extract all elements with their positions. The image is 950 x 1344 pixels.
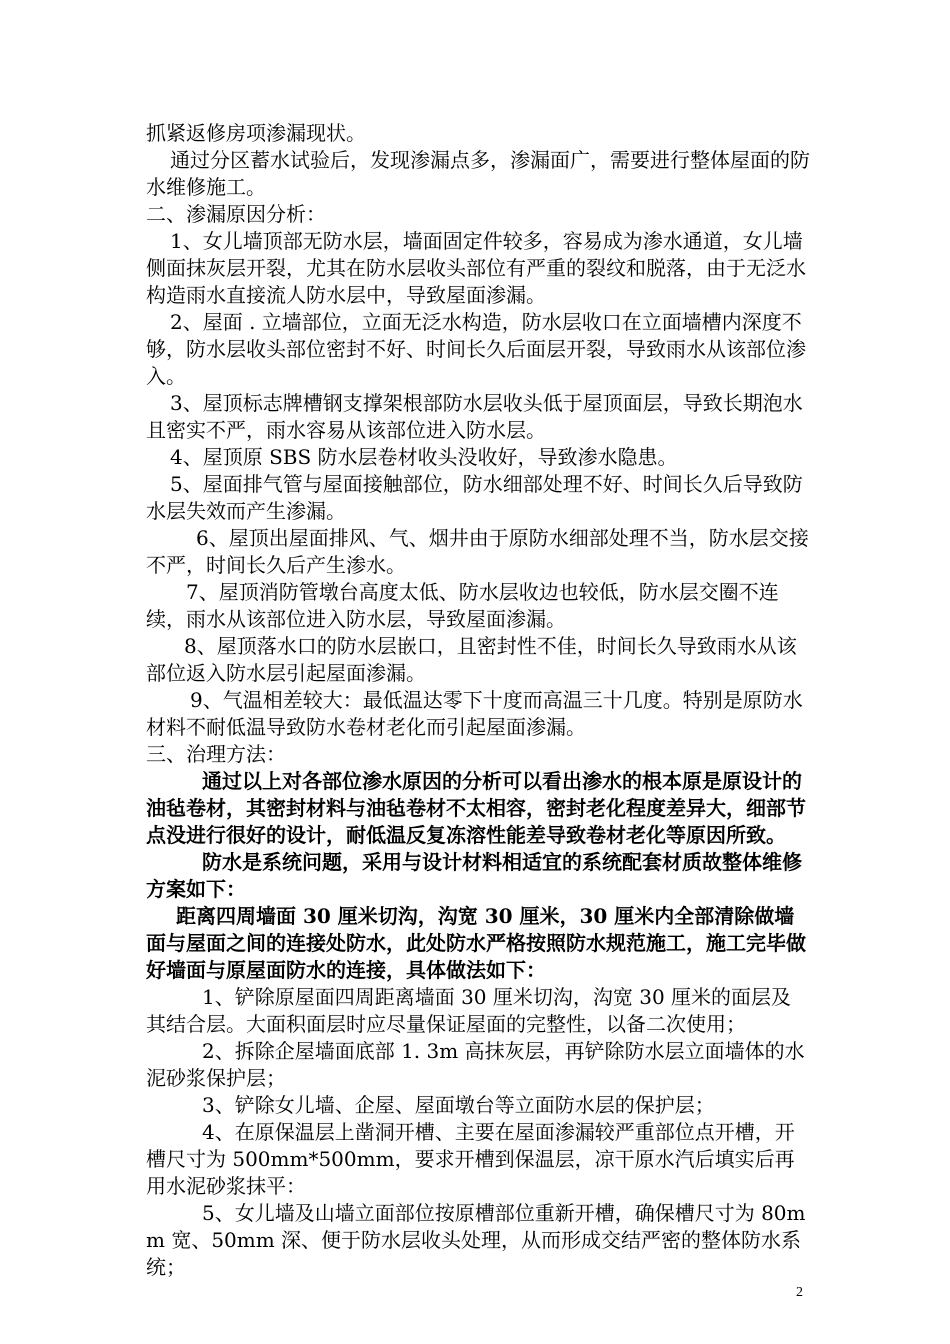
step-item-2: 2、拆除企屋墙面底部 1. 3m 高抹灰层，再铲除防水层立面墙体的水泥砂浆保护层； (146, 1039, 805, 1090)
cause-item-8: 8、屋顶落水口的防水层嵌口，且密封性不佳，时间长久导致雨水从该部位返入防水层引起屋面渗漏。 (146, 634, 797, 685)
cause-item-5: 5、屋面排气管与屋面接触部位，防水细部处理不好、时间长久后导致防水层失效而产生渗漏。 (146, 472, 803, 523)
paragraph-1: 抓紧返修房项渗漏现状。 (146, 121, 366, 145)
cause-item-9: 9、气温相差较大：最低温达零下十度而高温三十几度。特别是原防水材料不耐低温导致防水卷材老化而引起屋面渗漏。 (146, 688, 803, 739)
cause-item-2: 2、屋面 . 立墙部位，立面无泛水构造，防水层收口在立面墙槽内深度不够，防水层收头部位密封不好、时间长久后面层开裂，导致雨水从该部位渗入。 (146, 310, 806, 388)
step-item-4: 4、在原保温层上凿洞开槽、主要在屋面渗漏较严重部位点开槽，开槽尺寸为 500mm*500mm，要求开槽到保温层，凉干原水汽后填实后再用水泥砂浆抹平： (146, 1120, 795, 1198)
cause-item-1: 1、女儿墙顶部无防水层，墙面固定件较多，容易成为渗水通道，女儿墙侧面抹灰层开裂，尤其在防水层收头部位有严重的裂纹和脱落，由于无泛水构造雨水直接流人防水层中，导致屋面渗漏。 (146, 229, 806, 307)
cause-item-4: 4、屋顶原 SBS 防水层卷材收头没收好，导致渗水隐患。 (170, 445, 678, 469)
document-body (146, 120, 810, 1281)
section-heading-3: 三、治理方法： (146, 742, 286, 766)
step-item-1: 1、铲除原屋面四周距离墙面 30 厘米切沟，沟宽 30 厘米的面层及其结合层。大面积面层时应尽量保证屋面的完整性，以备二次使用； (146, 985, 792, 1036)
step-item-3: 3、铲除女儿墙、企屋、屋面墩台等立面防水层的保护层； (202, 1093, 715, 1117)
cause-item-6: 6、屋顶出屋面排风、气、烟井由于原防水细部处理不当，防水层交接不严，时间长久后产生渗水。 (146, 526, 809, 577)
method-intro: 防水是系统问题，采用与设计材料相适宜的系统配套材质故整体维修方案如下： (146, 850, 802, 901)
section-heading-2: 二、渗漏原因分析： (146, 202, 326, 226)
method-summary: 通过以上对各部位渗水原因的分析可以看出渗水的根本原是原设计的油毡卷材，其密封材料与油毡卷材不太相容，密封老化程度差异大，细部节点没进行很好的设计，耐低温反复冻溶性能差导致卷材老化等原因所致。 (146, 769, 806, 847)
cause-item-3: 3、屋顶标志牌槽钢支撑架根部防水层收头低于屋顶面层，导致长期泡水且密实不严，雨水容易从该部位进入防水层。 (146, 391, 803, 442)
paragraph-2: 通过分区蓄水试验后，发现渗漏点多，渗漏面广，需要进行整体屋面的防水维修施工。 (146, 148, 810, 199)
step-item-5: 5、女儿墙及山墙立面部位按原槽部位重新开槽，确保槽尺寸为 80mm 宽、50mm 深、便于防水层收头处理，从而形成交结严密的整体防水系统； (146, 1201, 806, 1279)
method-overview: 距离四周墙面 30 厘米切沟，沟宽 30 厘米，30 厘米内全部清除做墙面与屋面之间的连接处防水，此处防水严格按照防水规范施工，施工完毕做好墙面与原屋面防水的连接，具体做法如下： (146, 904, 806, 982)
cause-item-7: 7、屋顶消防管墩台高度太低、防水层收边也较低，防水层交圈不连续，雨水从该部位进入防水层，导致屋面渗漏。 (146, 580, 779, 631)
page-number: 2 (796, 1285, 803, 1300)
